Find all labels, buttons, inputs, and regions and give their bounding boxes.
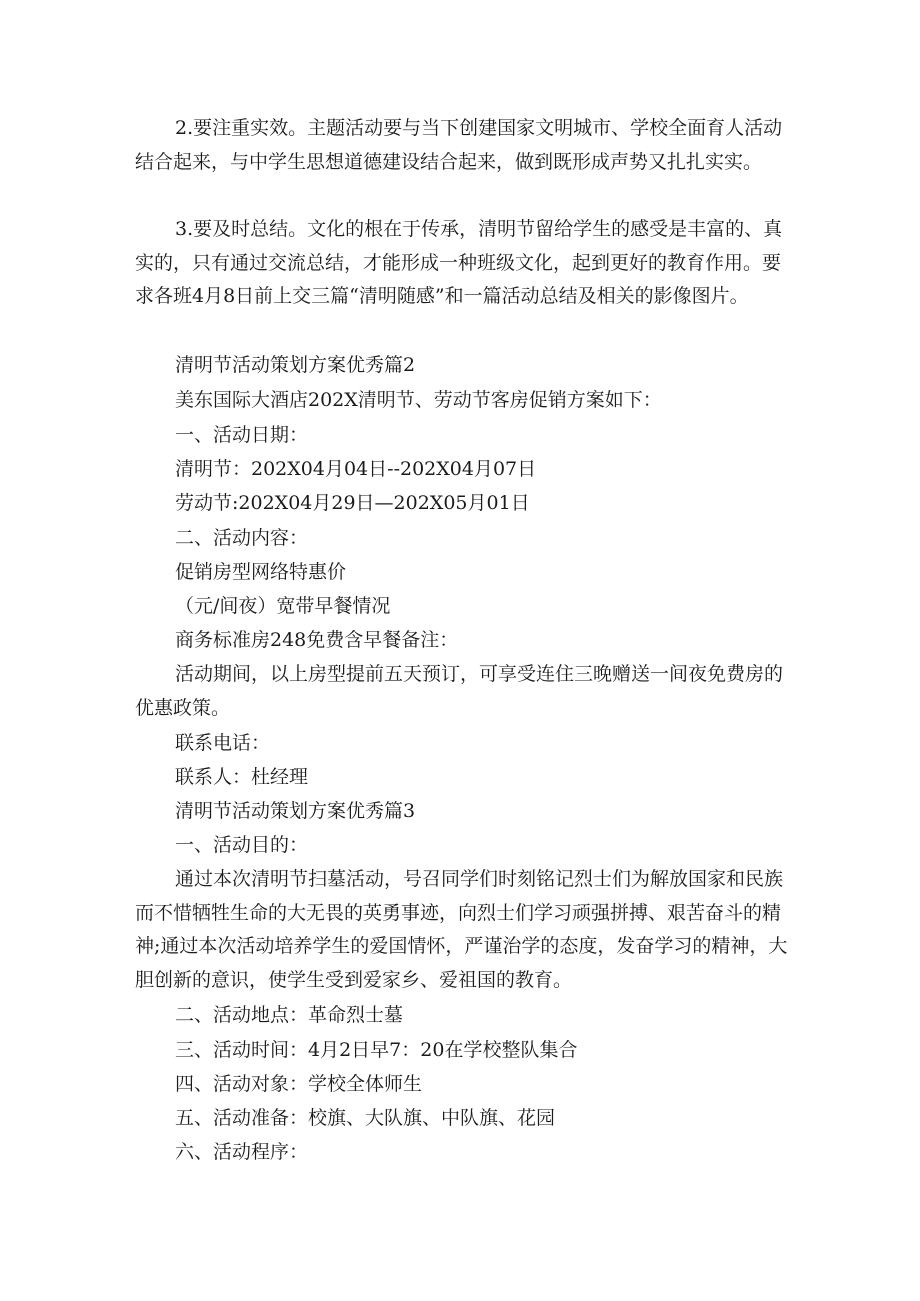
activity-location: 二、活动地点：革命烈士墓 [175,1004,404,1026]
contact-person: 联系人：杜经理 [175,766,309,788]
contact-phone: 联系电话： [175,732,271,754]
activity-date-heading: 一、活动日期： [175,424,309,446]
qingming-date: 清明节：202X04月04日--202X04月07日 [175,458,537,480]
activity-purpose-heading: 一、活动目的： [175,834,309,856]
activity-procedure-heading: 六、活动程序： [175,1141,309,1163]
section-heading-2: 清明节活动策划方案优秀篇2 [175,354,416,376]
activity-content-heading: 二、活动内容： [175,527,309,549]
room-price-row: 商务标准房248免费含早餐备注： [175,629,459,651]
paragraph-purpose: 通过本次清明节扫墓活动，号召同学们时刻铭记烈士们为解放国家和民族而不惜牺牲生命的大无畏的英勇事迹，向烈士们学习顽强拼搏、艰苦奋斗的精神;通过本次活动培养学生的爱国情怀，严谨治学的态度，发奋学习的精神，大胆创新的意识，使学生受到爱家乡、爱祖国的教育。 [135,868,788,991]
activity-audience: 四、活动对象：学校全体师生 [175,1073,423,1095]
price-table-header: （元/间夜）宽带早餐情况 [175,595,391,617]
paragraph-activity-offer: 活动期间，以上房型提前五天预订，可享受连住三晚赠送一间夜免费房的优惠政策。 [135,663,784,719]
paragraph-requirement-3: 3.要及时总结。文化的根在于传承，清明节留给学生的感受是丰富的、真实的，只有通过交流总结，才能形成一种班级文化，起到更好的教育作用。要求各班4月8日前上交三篇“清明随感”和一篇活动总结及相关的影像图片。 [135,218,783,307]
hotel-intro: 美东国际大酒店202X清明节、劳动节客房促销方案如下： [175,389,662,411]
labor-day-date: 劳动节:202X04月29日—202X05月01日 [175,492,530,514]
paragraph-requirement-2: 2.要注重实效。主题活动要与当下创建国家文明城市、学校全面育人活动结合起来，与中学生思想道德建设结合起来，做到既形成声势又扎扎实实。 [135,117,783,173]
activity-time: 三、活动时间：4月2日早7：20在学校整队集合 [175,1039,578,1061]
section-heading-3: 清明节活动策划方案优秀篇3 [175,800,416,822]
activity-preparation: 五、活动准备：校旗、大队旗、中队旗、花园 [175,1107,556,1129]
promo-room-title: 促销房型网络特惠价 [175,561,347,583]
